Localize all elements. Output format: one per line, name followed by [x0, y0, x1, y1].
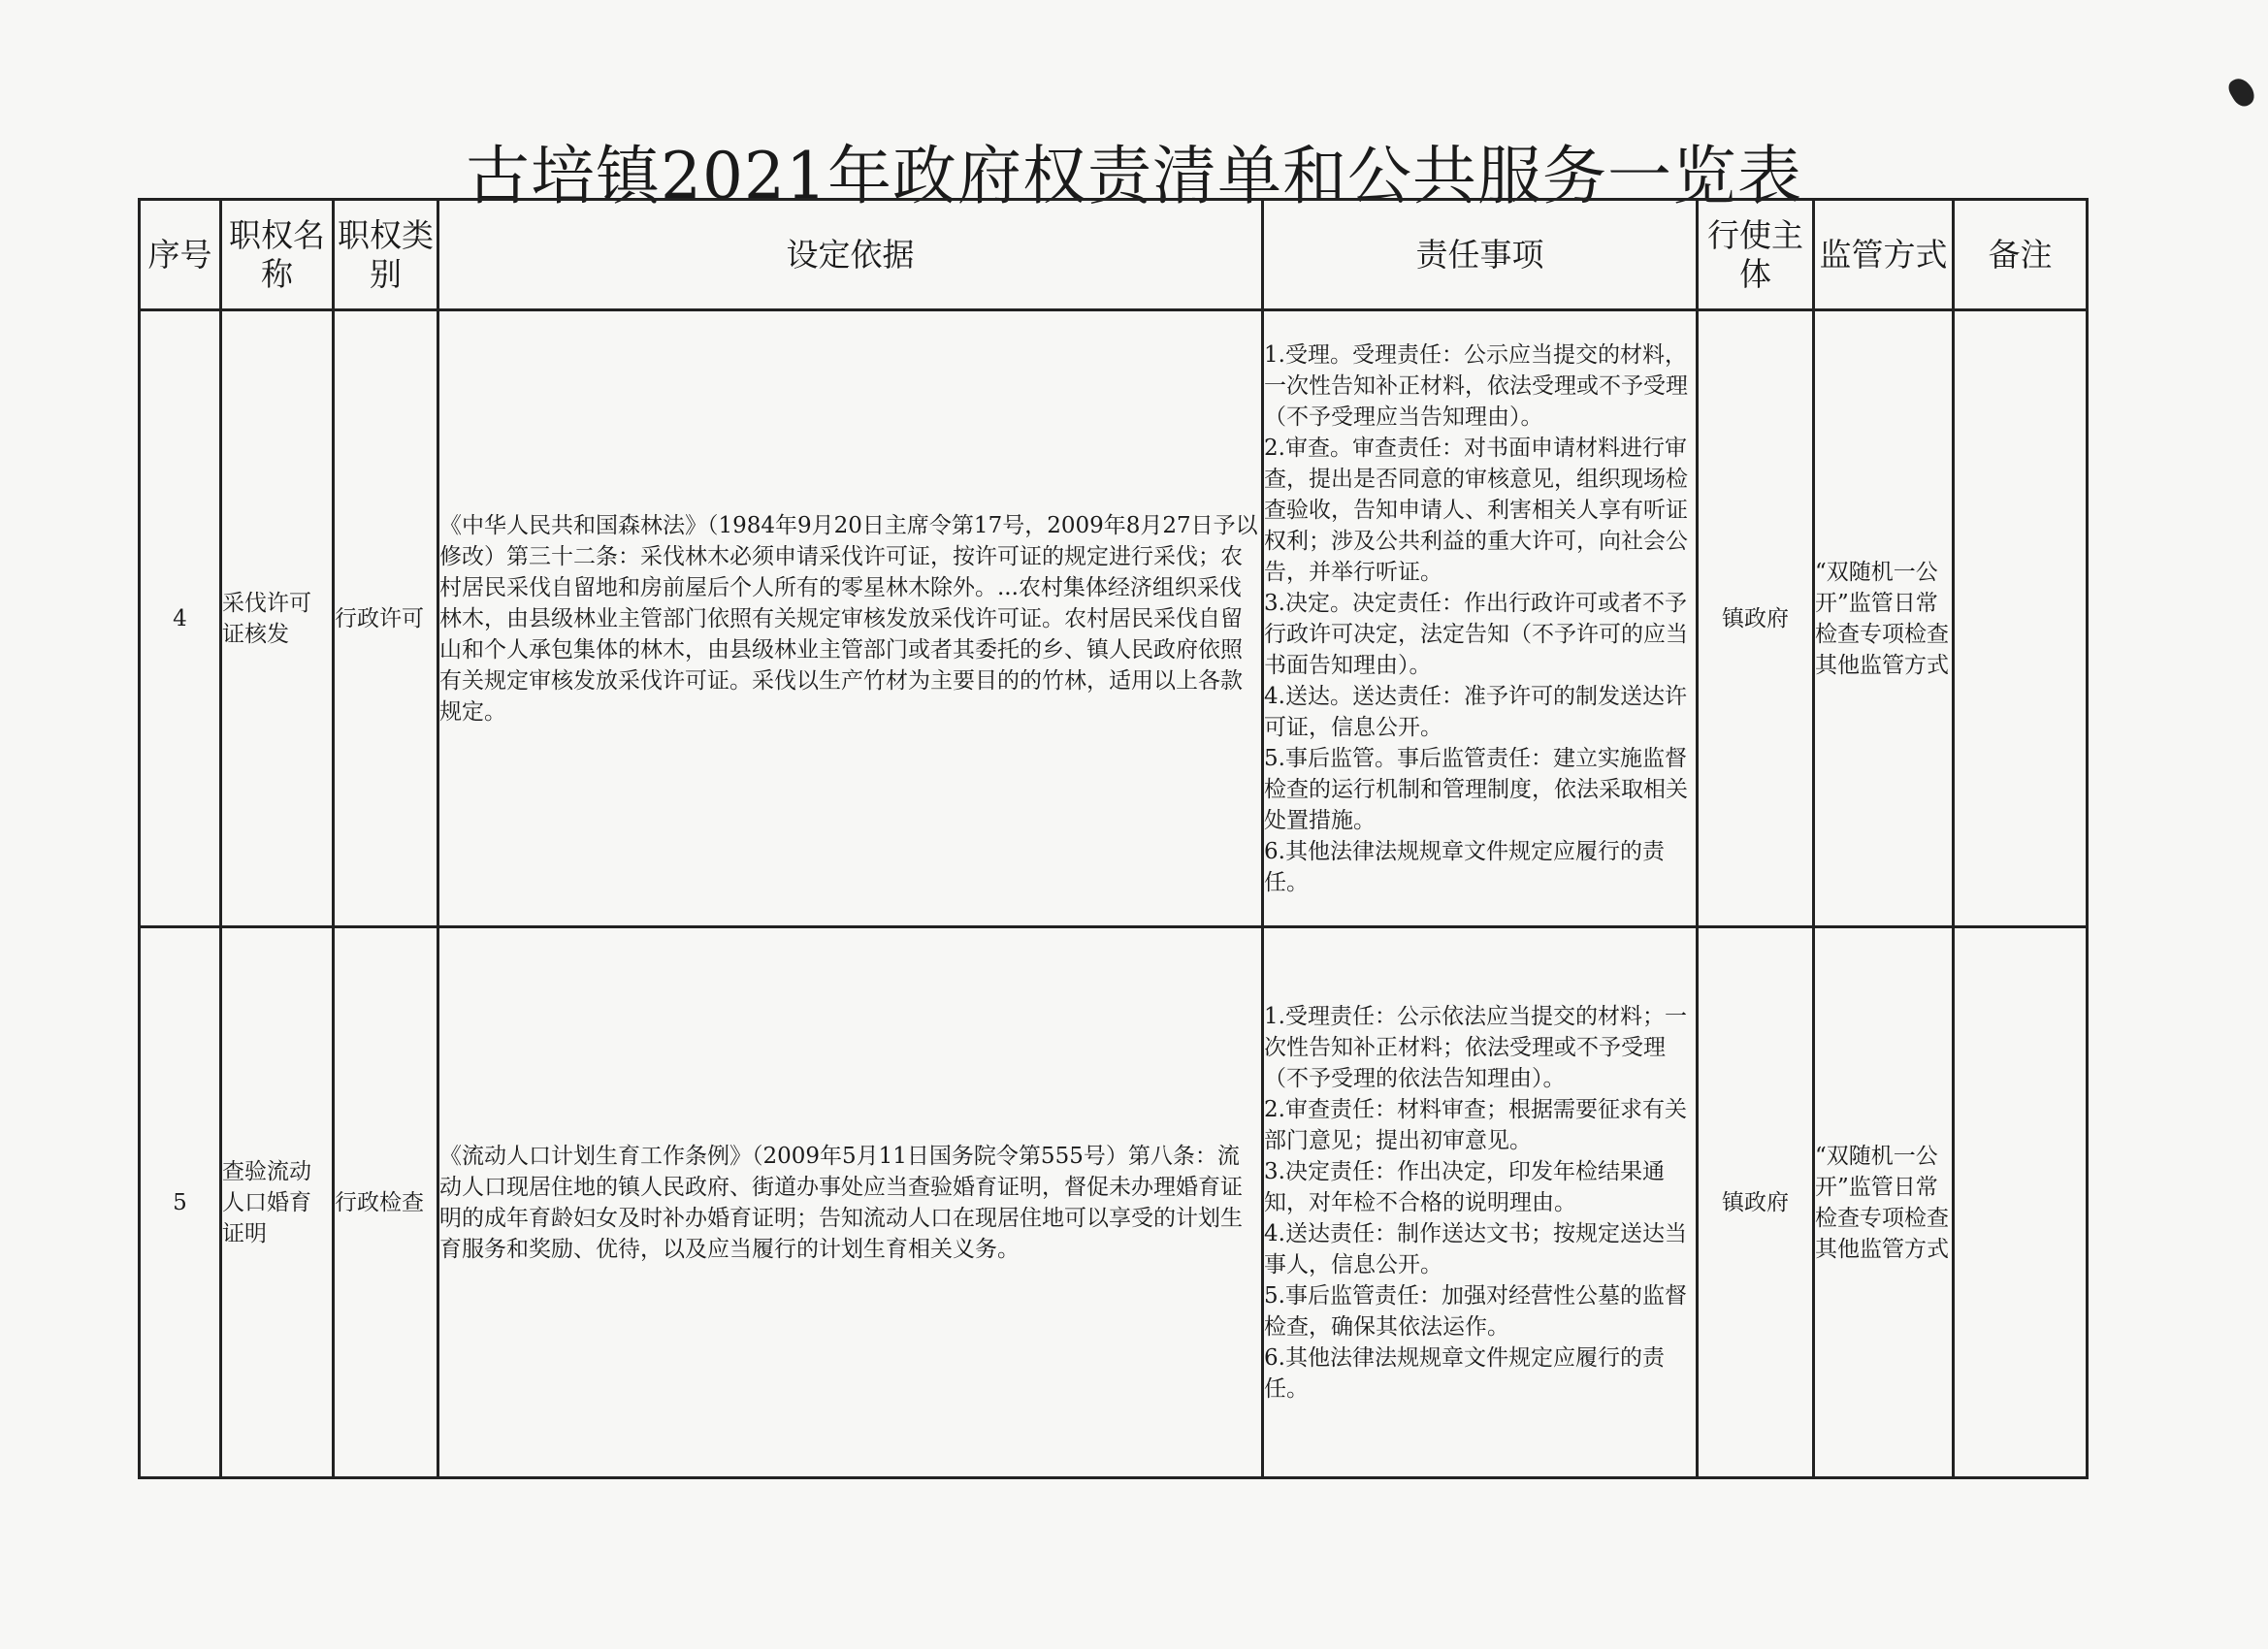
row-duties	[1263, 310, 1698, 927]
row-remark	[1954, 927, 2088, 1478]
ink-spot-mark	[2225, 75, 2258, 111]
duty-item: 2.审查。审查责任：对书面申请材料进行审查，提出是否同意的审核意见，组织现场检查验收，告知申请人、利害相关人享有听证权利；涉及公共利益的重大许可，向社会公告，并举行听证。	[1264, 435, 1688, 585]
duty-item: 3.决定责任：作出决定，印发年检结果通知，对年检不合格的说明理由。	[1264, 1158, 1665, 1215]
row-name: 采伐许可证核发	[221, 310, 334, 927]
row-remark	[1954, 310, 2088, 927]
header-basis: 设定依据	[438, 200, 1263, 310]
duty-item: 5.事后监管责任：加强对经营性公墓的监督检查，确保其依法运作。	[1264, 1282, 1687, 1340]
header-seq: 序号	[140, 200, 221, 310]
header-row	[140, 200, 2088, 310]
table-row	[140, 927, 2088, 1478]
duty-item: 1.受理。受理责任：公示应当提交的材料，一次性告知补正材料，依法受理或不予受理（不予受理应当告知理由）。	[1264, 341, 1688, 430]
row-supervision: “双随机一公开”监管日常检查专项检查其他监管方式	[1814, 927, 1954, 1478]
row-basis: 《中华人民共和国森林法》（1984年9月20日主席令第17号，2009年8月27日予以修改）第三十二条：采伐林木必须申请采伐许可证，按许可证的规定进行采伐；农村居民采伐自留地和房前屋后个人所有的零星林木除外。...农村集体经济组织采伐林木，由县级林业主管部门依照有关规定审核发放采伐许可证。农村居民采伐自留山和个人承包集体的林木，由县级林业主管部门或者其委托的乡、镇人民政府依照有关规定审核发放采伐许可证。采伐以生产竹材为主要目的的竹林，适用以上各款规定。	[438, 310, 1263, 927]
header-name: 职权名称	[221, 200, 334, 310]
header-supervision: 监管方式	[1814, 200, 1954, 310]
duty-item: 6.其他法律法规规章文件规定应履行的责任。	[1264, 838, 1665, 895]
row-subject: 镇政府	[1698, 310, 1814, 927]
duty-item: 2.审查责任：材料审查；根据需要征求有关部门意见；提出初审意见。	[1264, 1096, 1687, 1153]
duty-item: 4.送达责任：制作送达文书；按规定送达当事人，信息公开。	[1264, 1220, 1687, 1277]
duty-item: 4.送达。送达责任：准予许可的制发送达许可证，信息公开。	[1264, 683, 1687, 740]
row-supervision: “双随机一公开”监管日常检查专项检查其他监管方式	[1814, 310, 1954, 927]
duty-item: 3.决定。决定责任：作出行政许可或者不予行政许可决定，法定告知（不予许可的应当书面告知理由）。	[1264, 590, 1688, 678]
page-title: 古培镇2021年政府权责清单和公共服务一览表	[466, 139, 1802, 213]
duty-item: 5.事后监管。事后监管责任：建立实施监督检查的运行机制和管理制度，依法采取相关处置措施。	[1264, 745, 1688, 833]
row-category: 行政许可	[334, 310, 438, 927]
row-basis: 《流动人口计划生育工作条例》（2009年5月11日国务院令第555号）第八条：流动人口现居住地的镇人民政府、街道办事处应当查验婚育证明，督促未办理婚育证明的成年育龄妇女及时补办婚育证明；告知流动人口在现居住地可以享受的计划生育服务和奖励、优待，以及应当履行的计划生育相关义务。	[438, 927, 1263, 1478]
header-subject: 行使主体	[1698, 200, 1814, 310]
authority-table	[138, 198, 2089, 1479]
header-remark: 备注	[1954, 200, 2088, 310]
duty-item: 6.其他法律法规规章文件规定应履行的责任。	[1264, 1344, 1665, 1402]
row-duties	[1263, 927, 1698, 1478]
row-category: 行政检查	[334, 927, 438, 1478]
table-row	[140, 310, 2088, 927]
row-name: 查验流动人口婚育证明	[221, 927, 334, 1478]
row-seq: 4	[140, 310, 221, 927]
row-subject: 镇政府	[1698, 927, 1814, 1478]
duty-item: 1.受理责任：公示依法应当提交的材料；一次性告知补正材料；依法受理或不予受理（不予受理的依法告知理由）。	[1264, 1003, 1687, 1091]
header-category: 职权类别	[334, 200, 438, 310]
header-duties: 责任事项	[1263, 200, 1698, 310]
row-seq: 5	[140, 927, 221, 1478]
